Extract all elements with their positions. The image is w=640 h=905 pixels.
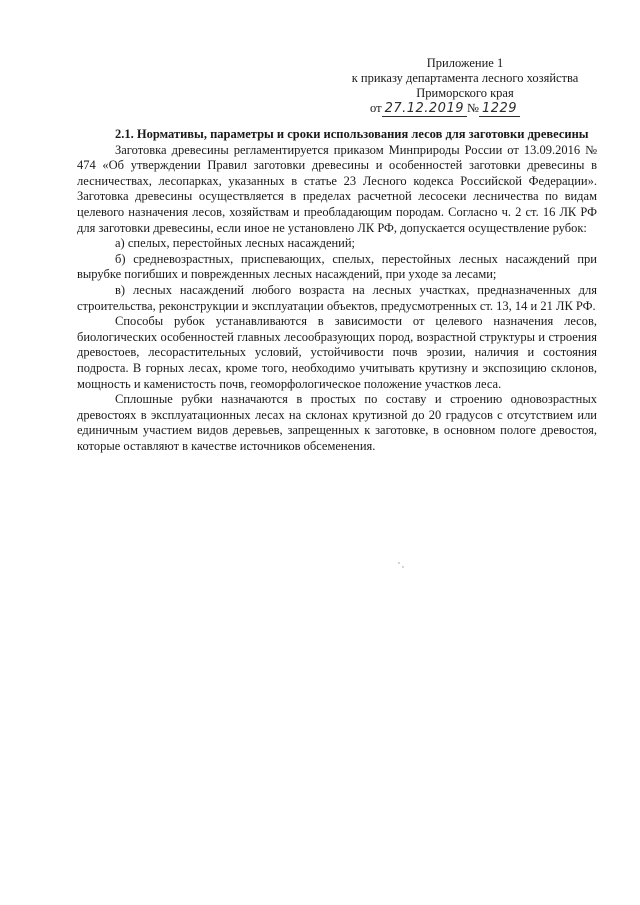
section-body	[77, 127, 597, 454]
number-prefix: №	[467, 101, 479, 115]
list-item-c: в) лесных насаждений любого возраста на лесных участках, предназначенных для строительства, реконструкции и эксплуатации объектов, предусмотренных ст. 13, 14 и 21 ЛК РФ.	[77, 282, 597, 313]
handwritten-date: 27.12.2019	[382, 101, 467, 117]
appendix-order-reference: к приказу департамента лесного хозяйства	[351, 71, 579, 85]
paragraph-clear-cutting: Сплошные рубки назначаются в простых по составу и строению одновозрастных древостоях в эксплуатационных лесах на склонах крутизной до 20 градусов с отсутствием или единичным участием видов деревьев, запрещенных к заготовке, в основном пологе древостоя, которые оставляют в качестве источников обсеменения.	[77, 392, 597, 453]
list-item-b: б) средневозрастных, приспевающих, спелых, перестойных лесных насаждений при вырубке погибших и поврежденных лесных насаждений, при уходе за лесами;	[77, 251, 597, 282]
scan-speck	[398, 562, 400, 564]
date-prefix: от	[370, 101, 382, 115]
appendix-header	[330, 56, 600, 116]
appendix-title: Приложение 1	[426, 56, 504, 70]
paragraph-regulation: Заготовка древесины регламентируется приказом Минприроды России от 13.09.2016 № 474 «Об утверждении Правил заготовки древесины и особенностей заготовки древесины в лесничествах, лесопарках, указанных в статье 23 Лесного кодекса Российской Федерации». Заготовка древесины осуществляется в пределах расчетной лесосеки лесничества по видам целевого назначения лесов, хозяйствам и преобладающим породам. Согласно ч. 2 ст. 16 ЛК РФ для заготовки древесины, если иное не установлено ЛК РФ, допускается осуществление рубок:	[77, 142, 597, 235]
list-item-a: а) спелых, перестойных лесных насаждений;	[115, 236, 356, 251]
section-heading: 2.1. Нормативы, параметры и сроки использования лесов для заготовки древесины	[115, 127, 589, 141]
appendix-region: Приморского края	[416, 86, 514, 100]
scan-speck	[402, 566, 404, 568]
paragraph-felling-methods: Способы рубок устанавливаются в зависимости от целевого назначения лесов, биологических особенностей главных лесообразующих пород, возрастной структуры и строения древостоев, лесорастительных условий, устойчивости почв эрозии, наличия и состояния подроста. В горных лесах, кроме того, необходимо учитывать крутизну и экспозицию склонов, мощность и каменистость почв, геоморфологическое положение участков леса.	[77, 314, 597, 391]
appendix-date-line	[370, 101, 600, 116]
handwritten-number: 1229	[479, 101, 520, 117]
